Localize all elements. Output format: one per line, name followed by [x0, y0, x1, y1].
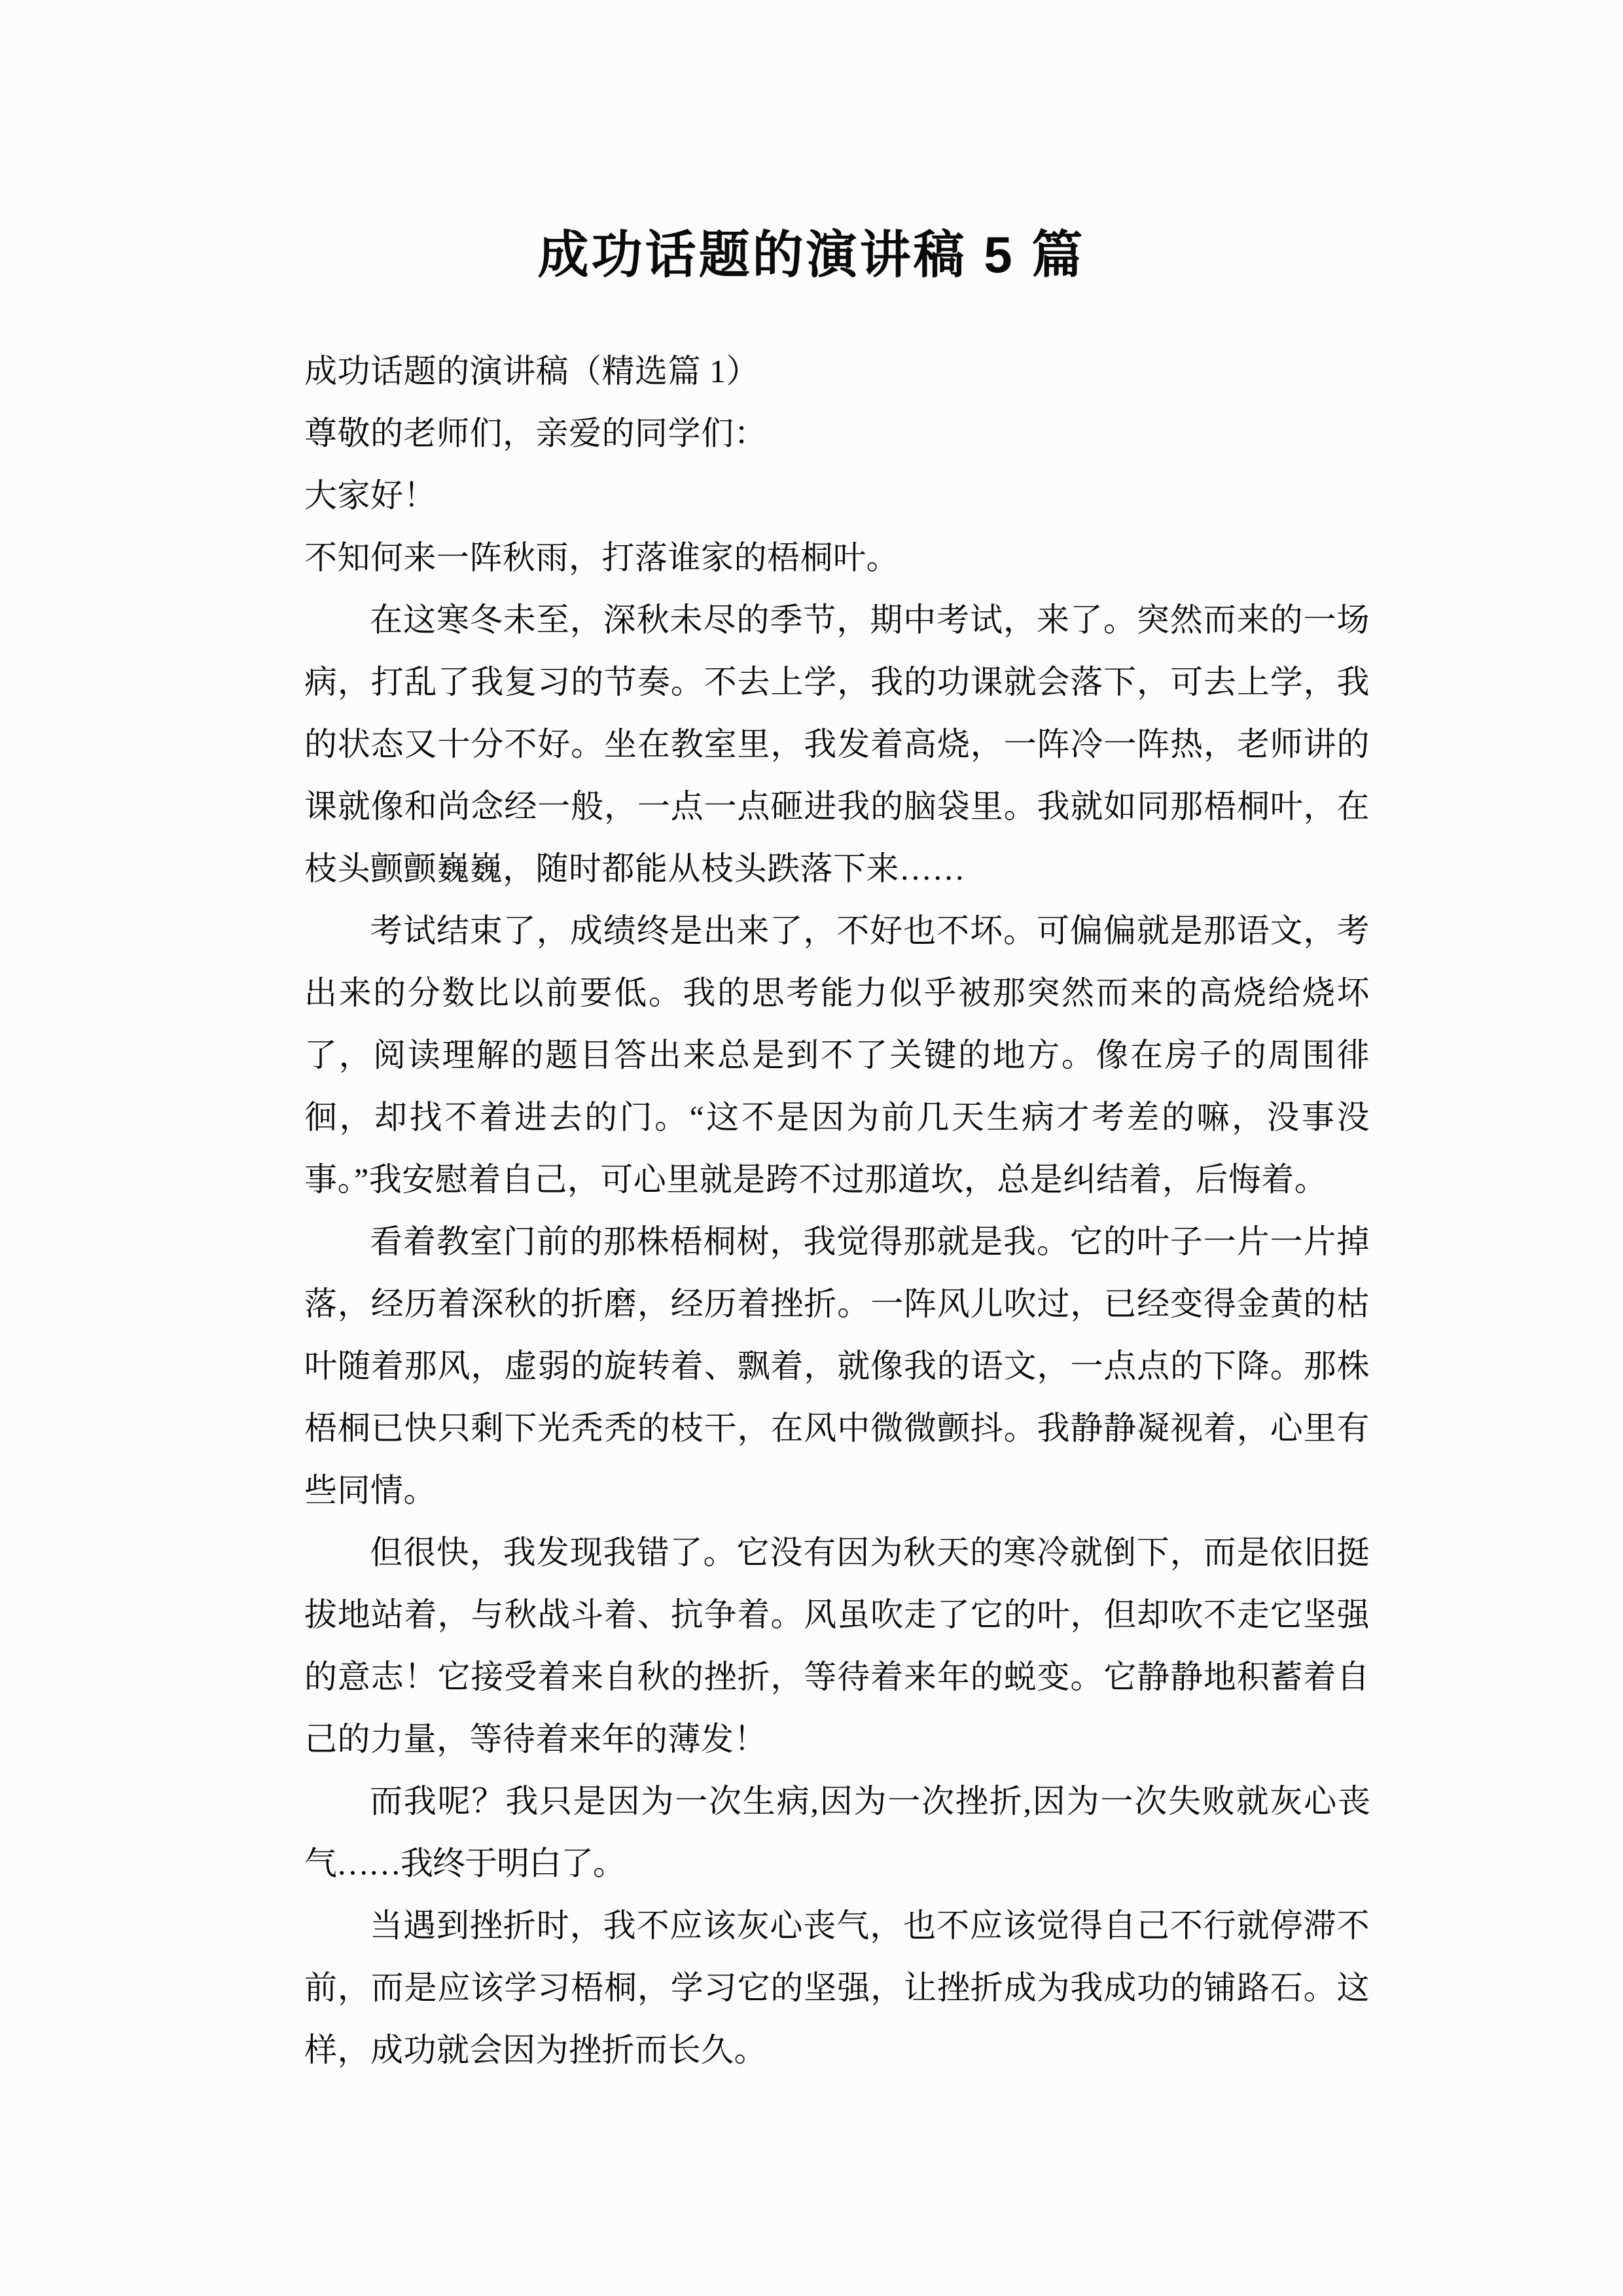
paragraph-greeting: 大家好！ — [304, 477, 437, 514]
paragraph-section-heading: 成功话题的演讲稿（精选篇 1） — [304, 353, 759, 389]
document-body — [304, 340, 1370, 2081]
paragraph-realization: 但很快，我发现我错了。它没有因为秋天的寒冷就倒下，而是依旧挺拔地站着，与秋战斗着、抗争着。风虽吹走了它的叶，但却吹不走它坚强的意志！它接受着来自秋的挫折，等待着来年的蜕变。它静静地积蓄着自己的力量，等待着来年的薄发！ — [304, 1534, 1370, 1757]
paragraph-opening-line: 不知何来一阵秋雨，打落谁家的梧桐叶。 — [304, 539, 899, 576]
paragraph-salutation: 尊敬的老师们，亲爱的同学们： — [304, 415, 767, 452]
paragraph-exam-illness: 在这寒冬未至，深秋未尽的季节，期中考试，来了。突然而来的一场病，打乱了我复习的节奏。不去上学，我的功课就会落下，可去上学，我的状态又十分不好。坐在教室里，我发着高烧，一阵冷一阵热，老师讲的课就像和尚念经一般，一点一点砸进我的脑袋里。我就如同那梧桐叶，在枝头颤颤巍巍，随时都能从枝头跌落下来…… — [304, 601, 1370, 887]
paragraph-results: 考试结束了，成绩终是出来了，不好也不坏。可偏偏就是那语文，考出来的分数比以前要低。我的思考能力似乎被那突然而来的高烧给烧坏了，阅读理解的题目答出来总是到不了关键的地方。像在房子的周围徘徊，却找不着进去的门。“这不是因为前几天生病才考差的嘛，没事没事。”我安慰着自己，可心里就是跨不过那道坎，总是纠结着，后悔着。 — [304, 912, 1370, 1198]
paragraph-conclusion: 当遇到挫折时，我不应该灰心丧气，也不应该觉得自己不行就停滞不前，而是应该学习梧桐，学习它的坚强，让挫折成为我成功的铺路石。这样，成功就会因为挫折而长久。 — [304, 1907, 1370, 2068]
paragraph-tree: 看着教室门前的那株梧桐树，我觉得那就是我。它的叶子一片一片掉落，经历着深秋的折磨，经历着挫折。一阵风儿吹过，已经变得金黄的枯叶随着那风，虚弱的旋转着、飘着，就像我的语文，一点点的下降。那株梧桐已快只剩下光秃秃的枝干，在风中微微颤抖。我静静凝视着，心里有些同情。 — [304, 1223, 1370, 1509]
page-title: 成功话题的演讲稿 5 篇 — [537, 226, 1086, 284]
paragraph-self-reflection: 而我呢？我只是因为一次生病,因为一次挫折,因为一次失败就灰心丧气……我终于明白了。 — [304, 1783, 1370, 1882]
